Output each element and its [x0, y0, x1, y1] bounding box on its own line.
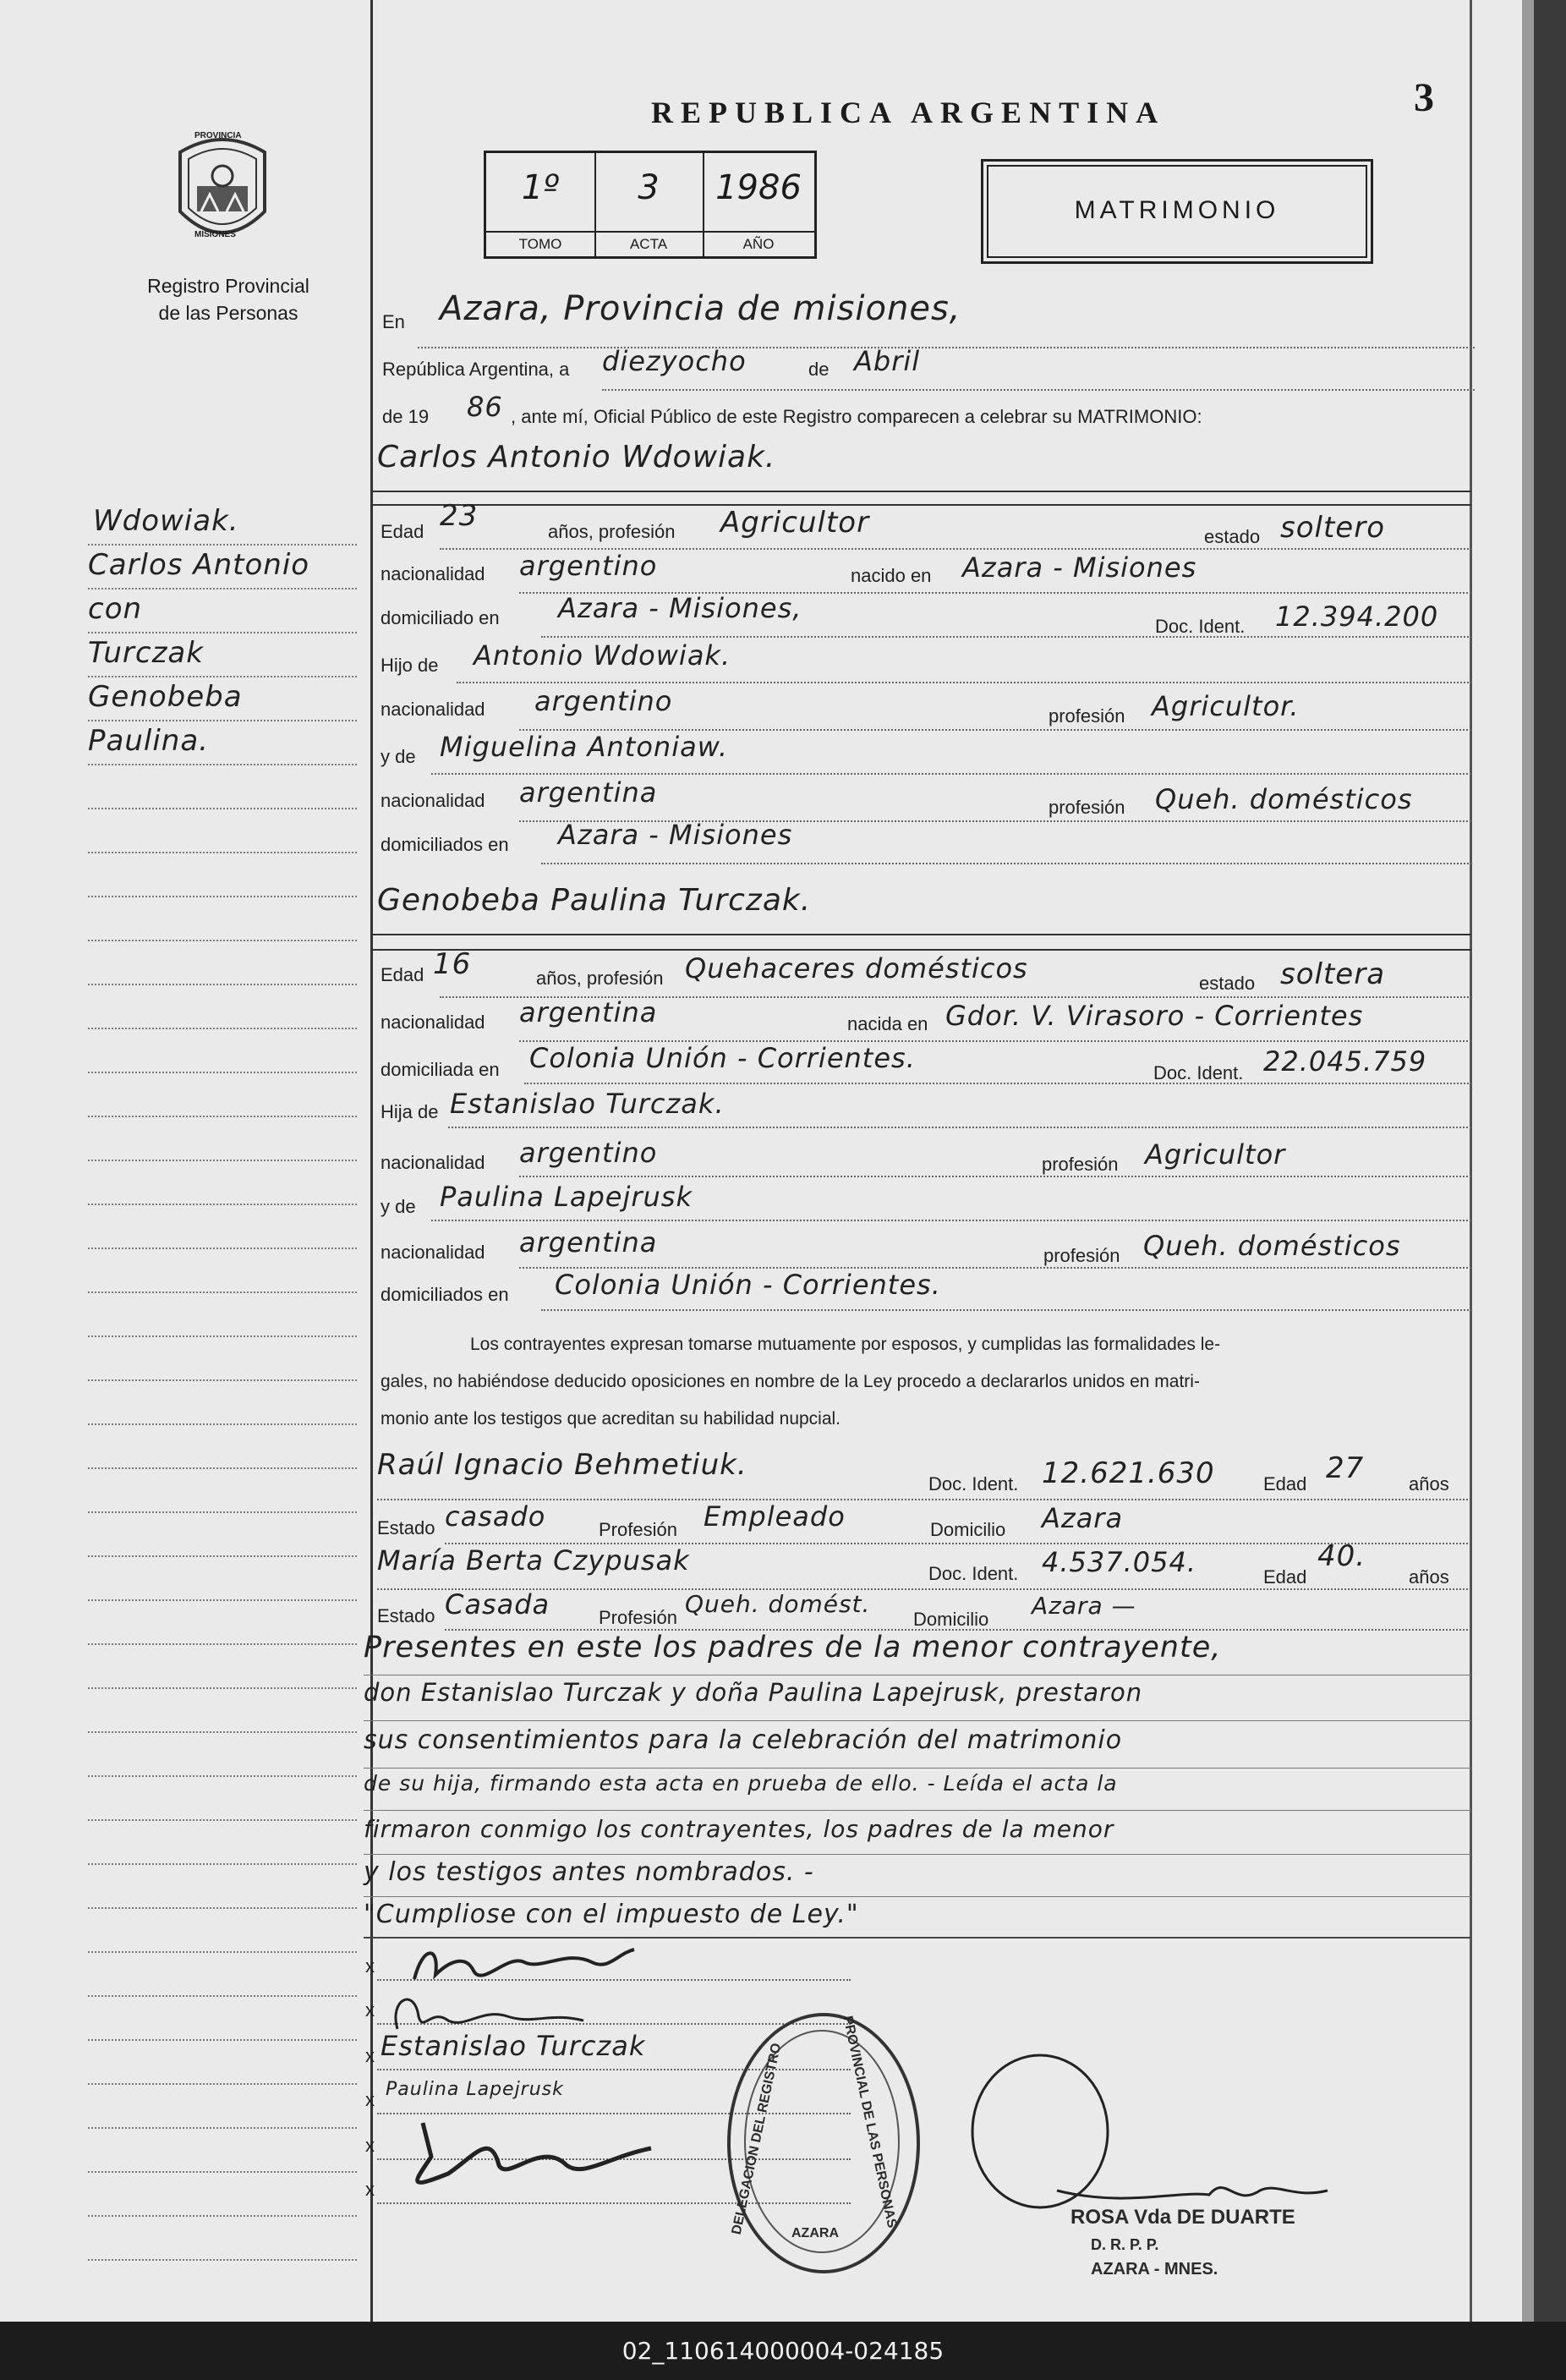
registry-label-line2: de las Personas: [158, 302, 298, 324]
record-id-box: [484, 151, 817, 259]
note-line: "Cumpliose con el impuesto de Ley.": [364, 1900, 859, 1929]
witness1-domicilio-label: Domicilio: [930, 1519, 1006, 1540]
groom-edad-label: Edad: [381, 521, 424, 542]
bride-doc-id: 22.045.759: [1263, 1045, 1427, 1078]
en-label: En: [382, 311, 405, 332]
groom-mother-nacionalidad-label: nacionalidad: [381, 790, 485, 811]
witness1-edad-label: Edad: [1263, 1473, 1307, 1494]
margin-rule: [88, 940, 357, 941]
margin-rule: [88, 2215, 357, 2217]
father-signature: Estanislao Turczak: [381, 2030, 646, 2062]
year-cell: [703, 153, 814, 256]
bride-father-profesion-label: profesión: [1042, 1154, 1119, 1175]
bride-father: Estanislao Turczak.: [450, 1088, 725, 1120]
groom-marital-status: soltero: [1280, 511, 1385, 545]
margin-name-line: Paulina.: [88, 724, 209, 758]
margin-rule: [88, 588, 357, 590]
margin-rule: [88, 1907, 357, 1909]
groom-domiciliado-label: domiciliado en: [381, 607, 500, 628]
image-code: 02_110614000004-024185: [621, 2337, 945, 2365]
declaration-line3: monio ante los testigos que acreditan su habilidad nupcial.: [381, 1409, 841, 1429]
month-value: Abril: [854, 345, 921, 377]
margin-rule: [88, 2127, 357, 2129]
witness1-doc-id: 12.621.630: [1042, 1456, 1215, 1490]
groom-row4-rule: [457, 682, 1471, 683]
groom-mother: Miguelina Antoniaw.: [440, 731, 728, 763]
margin-name-line: con: [88, 592, 143, 626]
margin-rule: [88, 676, 357, 677]
signature-mark: x: [365, 1955, 375, 1977]
groom-doc-id: 12.394.200: [1275, 600, 1439, 633]
witness1-status: casado: [445, 1500, 546, 1533]
tomo-cell: [486, 153, 596, 256]
tomo-value: 1º: [521, 168, 560, 207]
margin-rule: [88, 808, 357, 809]
seal-bottom-text: MISIONES: [194, 230, 236, 239]
year-value: 1986: [715, 168, 802, 207]
binding-strip: [1522, 0, 1534, 2322]
groom-father-label: Hijo de: [381, 655, 439, 676]
margin-name-line: Turczak: [88, 636, 204, 670]
bride-profession: Quehaceres domésticos: [685, 952, 1028, 984]
groom-row8-rule: [541, 863, 1471, 864]
groom-mother-nationality: argentina: [519, 776, 658, 809]
groom-father-profession: Agricultor.: [1152, 690, 1300, 722]
bride-row8-rule: [541, 1309, 1471, 1311]
groom-block-rule: [372, 504, 1471, 506]
witness2-status: Casada: [445, 1588, 550, 1620]
date-rule: [602, 389, 1475, 391]
witness2-age: 40.: [1317, 1539, 1366, 1573]
witness2-estado-label: Estado: [377, 1605, 435, 1626]
groom-mother-profesion-label: profesión: [1049, 797, 1125, 818]
year-prefix: de 19: [382, 406, 430, 427]
witness1-doc-label: Doc. Ident.: [928, 1473, 1019, 1494]
margin-rule: [88, 1555, 357, 1557]
document-type-box: [981, 159, 1373, 264]
place-value: Azara, Provincia de misiones,: [440, 289, 961, 328]
margin-rule: [88, 1643, 357, 1645]
margin-rule: [88, 2259, 357, 2261]
witness2-doc-id: 4.537.054.: [1042, 1546, 1197, 1578]
signature-mark: x: [365, 2179, 375, 2200]
margin-rule: [88, 1204, 357, 1205]
margin-rule: [88, 1116, 357, 1117]
bride-domiciliada-label: domiciliada en: [381, 1059, 500, 1080]
margin-rule: [88, 1731, 357, 1733]
bride-mother-profession: Queh. domésticos: [1143, 1230, 1401, 1262]
appearance-text: , ante mí, Oficial Público de este Registro comparecen a celebrar su MATRIMONIO:: [511, 406, 1202, 427]
bride-row6-rule: [431, 1220, 1471, 1221]
document-type: MATRIMONIO: [987, 165, 1367, 258]
bride-anos-profesion-label: años, profesión: [536, 968, 664, 989]
bride-parents-dom-label: domiciliados en: [381, 1284, 509, 1305]
groom-mother-profession: Queh. domésticos: [1155, 783, 1413, 815]
bride-father-profession: Agricultor: [1145, 1138, 1286, 1171]
margin-name-line: Wdowiak.: [93, 504, 239, 538]
official-line3: AZARA - MNES.: [1091, 2260, 1218, 2279]
margin-name-line: Genobeba: [88, 680, 243, 714]
groom-parents-domicile: Azara - Misiones: [558, 819, 793, 851]
official-line2: D. R. P. P.: [1091, 2236, 1159, 2253]
bride-age: 16: [433, 947, 472, 981]
official-name: ROSA Vda DE DUARTE: [1070, 2206, 1295, 2229]
bride-mother-nationality: argentina: [519, 1226, 658, 1259]
year-label: AÑO: [703, 231, 814, 256]
groom-father: Antonio Wdowiak.: [474, 639, 731, 672]
stamp-ring-right: PROVINCIAL DE LAS PERSONAS: [840, 2015, 900, 2229]
margin-rule: [88, 720, 357, 721]
bride-nacida-label: nacida en: [847, 1013, 928, 1034]
witness1-estado-label: Estado: [377, 1517, 435, 1538]
bride-parents-domicile: Colonia Unión - Corrientes.: [555, 1269, 941, 1301]
groom-row3-rule: [541, 636, 1471, 638]
witness1-age: 27: [1326, 1451, 1365, 1485]
margin-rule: [88, 1863, 357, 1865]
margin-rule: [88, 896, 357, 897]
witness2-profession: Queh. domést.: [685, 1590, 871, 1618]
note-rule: [364, 1854, 1471, 1855]
margin-rule: [88, 1335, 357, 1337]
groom-nacionalidad-label: nacionalidad: [381, 563, 485, 584]
margin-rule: [88, 1248, 357, 1249]
registry-label-line1: Registro Provincial: [147, 275, 309, 297]
year-suffix: 86: [467, 391, 503, 423]
registry-label: [118, 272, 338, 326]
acta-label: ACTA: [594, 231, 703, 256]
margin-name-line: Carlos Antonio: [88, 548, 310, 582]
place-rule: [418, 347, 1475, 348]
margin-rule: [88, 1599, 357, 1601]
witness1-anos-label: años: [1409, 1473, 1449, 1494]
bride-full-name: Genobeba Paulina Turczak.: [377, 883, 812, 918]
groom-anos-profesion-label: años, profesión: [548, 521, 676, 542]
margin-rule: [88, 1951, 357, 1953]
bride-mother-label: y de: [381, 1196, 416, 1217]
bride-block-rule: [372, 949, 1471, 951]
margin-rule: [88, 1028, 357, 1029]
note-line: sus consentimientos para la celebración del matrimonio: [364, 1725, 1123, 1755]
witness1-profesion-label: Profesión: [599, 1519, 677, 1540]
note-rule: [364, 1768, 1471, 1769]
bride-doc-label: Doc. Ident.: [1153, 1062, 1244, 1083]
signature-mark: x: [365, 2089, 375, 2110]
acta-value: 3: [638, 168, 660, 207]
bride-father-label: Hija de: [381, 1101, 439, 1122]
witness2-doc-label: Doc. Ident.: [928, 1563, 1019, 1584]
groom-row6-rule: [431, 773, 1471, 775]
republica-label: República Argentina, a: [382, 359, 570, 380]
margin-rule: [88, 1467, 357, 1469]
bride-row5-rule: [519, 1176, 1471, 1177]
margin-rule: [88, 2039, 357, 2041]
seal-top-text: PROVINCIA: [194, 131, 242, 140]
groom-nacido-label: nacido en: [851, 565, 932, 586]
image-code-bar: [0, 2322, 1566, 2380]
bride-domicile: Colonia Unión - Corrientes.: [529, 1042, 916, 1074]
witness1-profession: Empleado: [704, 1500, 846, 1533]
page-number: 3: [1414, 75, 1434, 120]
margin-rule: [88, 1995, 357, 1997]
margin-rule: [88, 984, 357, 985]
bride-estado-label: estado: [1199, 973, 1256, 994]
groom-profession: Agricultor: [720, 506, 870, 540]
margin-rule: [88, 1160, 357, 1161]
witness2-profesion-label: Profesión: [599, 1607, 677, 1628]
signature-mark: x: [365, 2135, 375, 2156]
stamp-center: AZARA: [791, 2226, 839, 2240]
note-rule: [364, 1720, 1471, 1721]
margin-rule: [88, 1775, 357, 1777]
groom-domicile: Azara - Misiones,: [558, 592, 802, 624]
witness2-name: María Berta Czypusak: [377, 1544, 690, 1577]
signature-witness-icon: [397, 2106, 668, 2199]
witness1-name: Raúl Ignacio Behmetiuk.: [377, 1448, 747, 1482]
margin-rule: [88, 1819, 357, 1821]
note-line: de su hija, firmando esta acta en prueba de ello. - Leída el acta la: [364, 1771, 1118, 1796]
margin-rule: [88, 1291, 357, 1293]
margin-rule: [88, 1687, 357, 1689]
groom-father-nacionalidad-label: nacionalidad: [381, 699, 485, 720]
groom-parents-dom-label: domiciliados en: [381, 834, 509, 855]
witness2-edad-label: Edad: [1263, 1566, 1307, 1588]
margin-rule: [88, 2083, 357, 2085]
mother-signature: Paulina Lapejrusk: [386, 2079, 564, 2100]
country-title: REPUBLICA ARGENTINA: [651, 96, 1166, 129]
de-label: de: [808, 359, 830, 380]
bride-mother-nacionalidad-label: nacionalidad: [381, 1242, 485, 1263]
witness2-domicile: Azara —: [1032, 1592, 1136, 1620]
bride-edad-label: Edad: [381, 964, 424, 985]
bride-row3-rule: [524, 1083, 1471, 1084]
margin-rule: [88, 632, 357, 633]
margin-rule: [88, 852, 357, 853]
note-line: y los testigos antes nombrados. -: [364, 1857, 814, 1887]
declaration-line2: gales, no habiéndose deducido oposiciones en nombre de la Ley procedo a declararlos unidos en matri-: [381, 1372, 1200, 1391]
groom-father-profesion-label: profesión: [1049, 705, 1125, 727]
note-line: Presentes en este los padres de la menor contrayente,: [364, 1631, 1222, 1664]
day-value: diezyocho: [602, 345, 747, 377]
margin-rule: [88, 1423, 357, 1425]
bride-nationality: argentina: [519, 996, 658, 1028]
note-rule: [364, 1810, 1471, 1811]
margin-rule: [88, 1511, 357, 1513]
margin-rule: [88, 544, 357, 546]
binding-edge: [1522, 0, 1566, 2322]
groom-full-name: Carlos Antonio Wdowiak.: [377, 440, 776, 474]
bride-birthplace: Gdor. V. Virasoro - Corrientes: [945, 1000, 1364, 1032]
bride-father-nationality: argentino: [519, 1137, 658, 1169]
note-line: firmaron conmigo los contrayentes, los padres de la menor: [364, 1815, 1114, 1843]
groom-mother-label: y de: [381, 746, 416, 767]
margin-rule: [88, 1379, 357, 1381]
acta-cell: [594, 153, 704, 256]
groom-age: 23: [440, 499, 479, 533]
margin-rule: [88, 764, 357, 765]
stamp-ring-left: DELEGACION DEL REGISTRO: [729, 2042, 785, 2236]
groom-name-rule: [372, 491, 1471, 492]
signature-mark: x: [365, 1999, 375, 2021]
official-signature-icon: [955, 2047, 1344, 2224]
groom-doc-label: Doc. Ident.: [1155, 616, 1246, 637]
groom-birthplace: Azara - Misiones: [962, 551, 1197, 584]
groom-nationality: argentino: [519, 550, 658, 582]
bride-nacionalidad-label: nacionalidad: [381, 1012, 485, 1033]
groom-father-nationality: argentino: [534, 685, 673, 717]
margin-rule: [88, 2171, 357, 2173]
signature-mark: x: [365, 2045, 375, 2066]
margin-rule: [88, 1072, 357, 1073]
note-rule: [364, 1896, 1471, 1897]
bride-father-nacionalidad-label: nacionalidad: [381, 1152, 485, 1173]
bride-mother: Paulina Lapejrusk: [440, 1181, 693, 1213]
groom-estado-label: estado: [1204, 526, 1261, 547]
witness2-domicilio-label: Domicilio: [913, 1609, 989, 1630]
bride-row4-rule: [448, 1127, 1471, 1128]
bride-name-rule: [372, 934, 1471, 935]
witness2-anos-label: años: [1409, 1566, 1449, 1588]
bride-mother-profesion-label: profesión: [1043, 1245, 1120, 1266]
bride-marital-status: soltera: [1280, 957, 1386, 991]
tomo-label: TOMO: [486, 231, 594, 256]
note-line: don Estanislao Turczak y doña Paulina Lapejrusk, prestaron: [364, 1678, 1143, 1707]
declaration-line1: Los contrayentes expresan tomarse mutuamente por esposos, y cumplidas las formalidades le-: [470, 1335, 1221, 1354]
witness1-domicile: Azara: [1042, 1502, 1124, 1534]
